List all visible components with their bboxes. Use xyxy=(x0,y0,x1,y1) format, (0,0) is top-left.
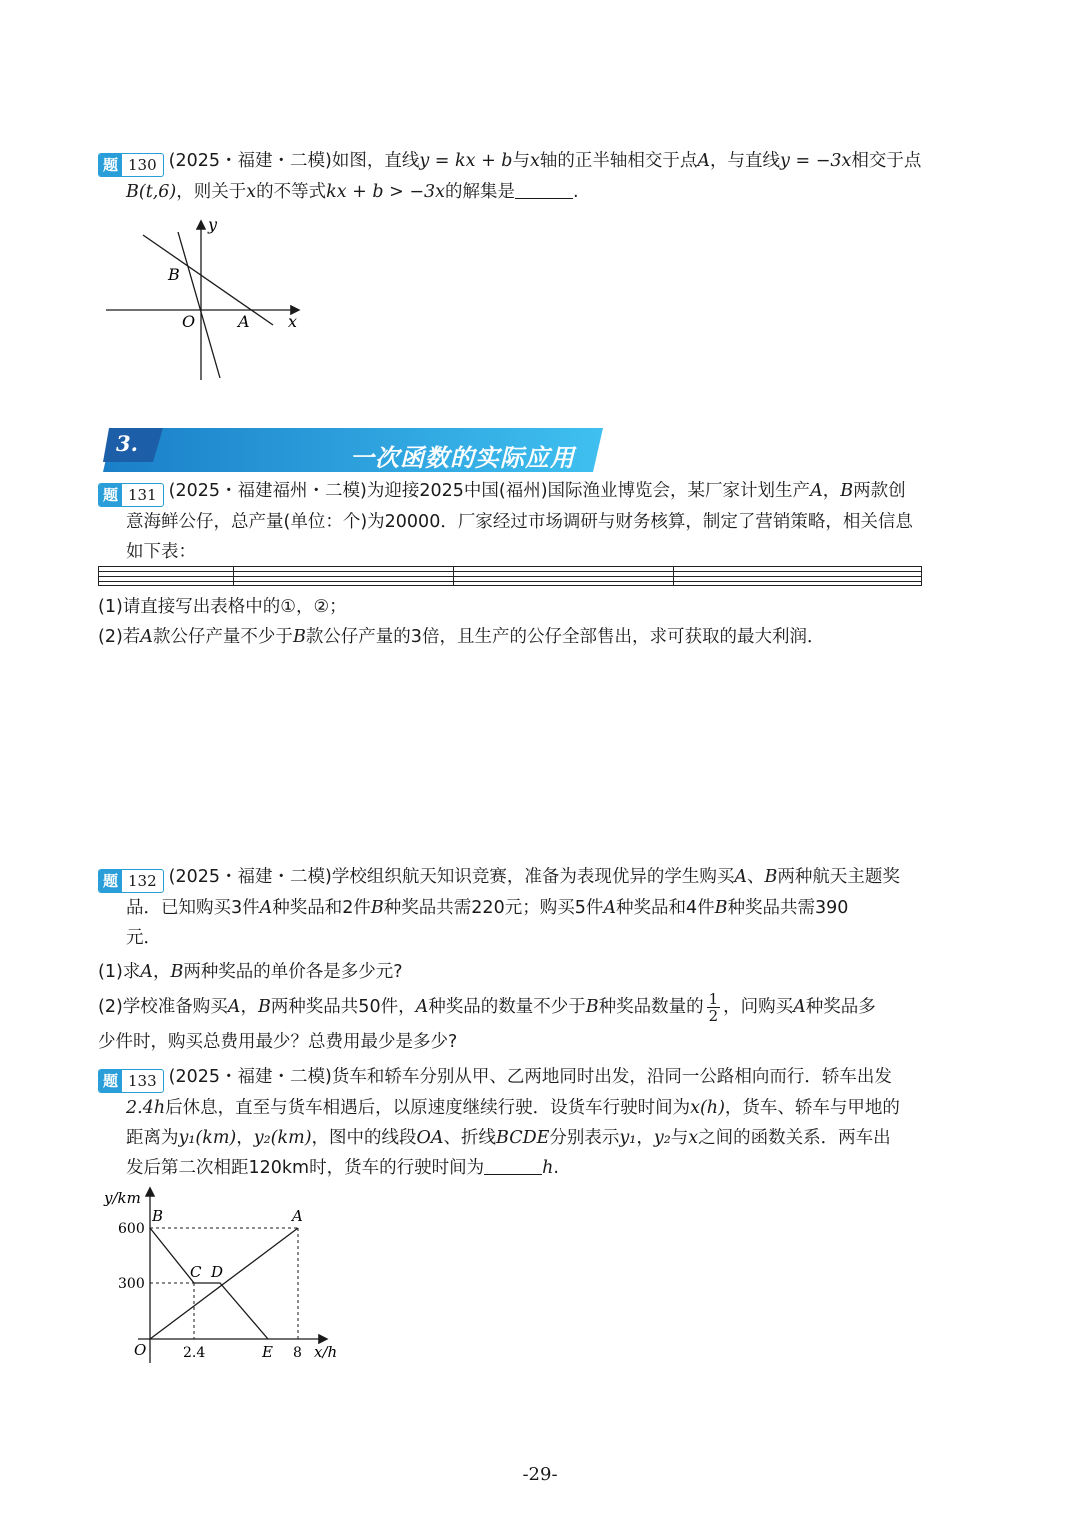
answer-blank[interactable] xyxy=(515,180,573,199)
problem-tag: 题 133 xyxy=(98,1069,164,1093)
label-y: y xyxy=(208,215,218,234)
fraction-one-half: $\frac{1}{2}$ xyxy=(708,989,719,1025)
label-B: B xyxy=(168,265,180,284)
question-1: (1)求A，B两种奖品的单价各是多少元? xyxy=(98,962,403,982)
line-kx-plus-b xyxy=(143,235,273,325)
problem-tag: 题 132 xyxy=(98,869,164,893)
problem-130-line-1: 题 130 (2025・福建・二模)如图，直线y = kx + b与x轴的正半轴相交于点A，与直线y = −3x相交于点 xyxy=(98,146,988,177)
x-axis-label: x/h xyxy=(314,1343,338,1361)
problem-tag: 题 131 xyxy=(98,483,164,507)
question-2: (2)若A款公仔产量不少于B款公仔产量的3倍，且生产的公仔全部售出，求可获取的最大利润． xyxy=(98,627,825,647)
problem-130-line-2: B(t,6)，则关于x的不等式kx + b > −3x的解集是 . xyxy=(126,182,579,202)
line-neg-3x xyxy=(178,232,220,378)
label-C: C xyxy=(190,1263,202,1281)
tick-600: 600 xyxy=(118,1221,145,1237)
label-O: O xyxy=(182,312,196,331)
y-axis-label: y/km xyxy=(104,1189,141,1207)
table-rule xyxy=(98,571,922,572)
label-O: O xyxy=(134,1341,147,1359)
tick-8: 8 xyxy=(293,1345,302,1361)
section-number: 3. xyxy=(116,431,138,456)
segment-OA xyxy=(150,1228,298,1339)
tick-2-4: 2.4 xyxy=(183,1345,206,1361)
label-A: A xyxy=(292,1207,303,1225)
table-rule xyxy=(98,581,922,582)
label-B: B xyxy=(152,1207,164,1225)
problem-133: 题 133 (2025・福建・二模)货车和轿车分别从甲、乙两地同时出发，沿同一公路相向而行．轿车出发 2.4h后休息，直至与货车相遇后，以原速度继续行驶．设货车行驶时间为x(h)，货车、轿车与甲地的 距离为y₁(km)，y₂(km)，图中的线段OA、折线BCDE分别表示y₁，y₂与x之间的函数关系．两车出 发后第二次相距120km时，货车的行驶时间为 h. xyxy=(98,1062,988,1183)
label-E: E xyxy=(262,1343,273,1361)
problem-131-line-1: 题 131 (2025・福建福州・二模)为迎接2025中国(福州)国际渔业博览会，某厂家计划生产A，B两款创 xyxy=(98,476,988,507)
tick-300: 300 xyxy=(118,1276,145,1292)
problem-131-questions xyxy=(98,592,988,652)
problem-tag: 题 130 xyxy=(98,153,164,177)
figure-133 xyxy=(98,1185,358,1370)
problem-130 xyxy=(98,146,988,207)
problem-132: 题 132 (2025・福建・二模)学校组织航天知识竞赛，准备为表现优异的学生购买A、B两种航天主题奖 品．已知购买3件A种奖品和2件B种奖品共需220元；购买5件A种奖品和4件B种奖品共需390 元． (1)求A，B两种奖品的单价各是多少元? (2)学校准备购买A，B两种奖品共50件，A种奖品的数量不少于B种奖品数量的 $\frac{1}{2}$ ，问购买A种奖品多 少件时，购买总费用最少？总费用最少是多少? xyxy=(98,862,988,1057)
problem-source: (2025・福建・二模) xyxy=(168,151,332,171)
label-A: A xyxy=(238,312,250,331)
answer-blank[interactable] xyxy=(484,1156,542,1175)
table-rule xyxy=(98,576,922,577)
question-2: (2)学校准备购买A，B两种奖品共50件，A种奖品的数量不少于B种奖品数量的 $\frac{1}{2}$ ，问购买A种奖品多 xyxy=(98,989,876,1025)
problem-131: 题 131 (2025・福建福州・二模)为迎接2025中国(福州)国际渔业博览会，某厂家计划生产A，B两款创 意海鲜公仔，总产量(单位：个)为20000．厂家经过市场调研与财务核算，制定了营销策略，相关信息 如下表： xyxy=(98,476,988,567)
section-title: 一次函数的实际应用 xyxy=(350,444,575,472)
label-x: x xyxy=(288,312,298,331)
question-1: (1)请直接写出表格中的①，②； xyxy=(98,597,347,617)
page-number: -29- xyxy=(522,1464,558,1485)
polyline-BCDE xyxy=(150,1228,268,1339)
figure-130 xyxy=(98,210,318,385)
label-D: D xyxy=(211,1263,224,1281)
